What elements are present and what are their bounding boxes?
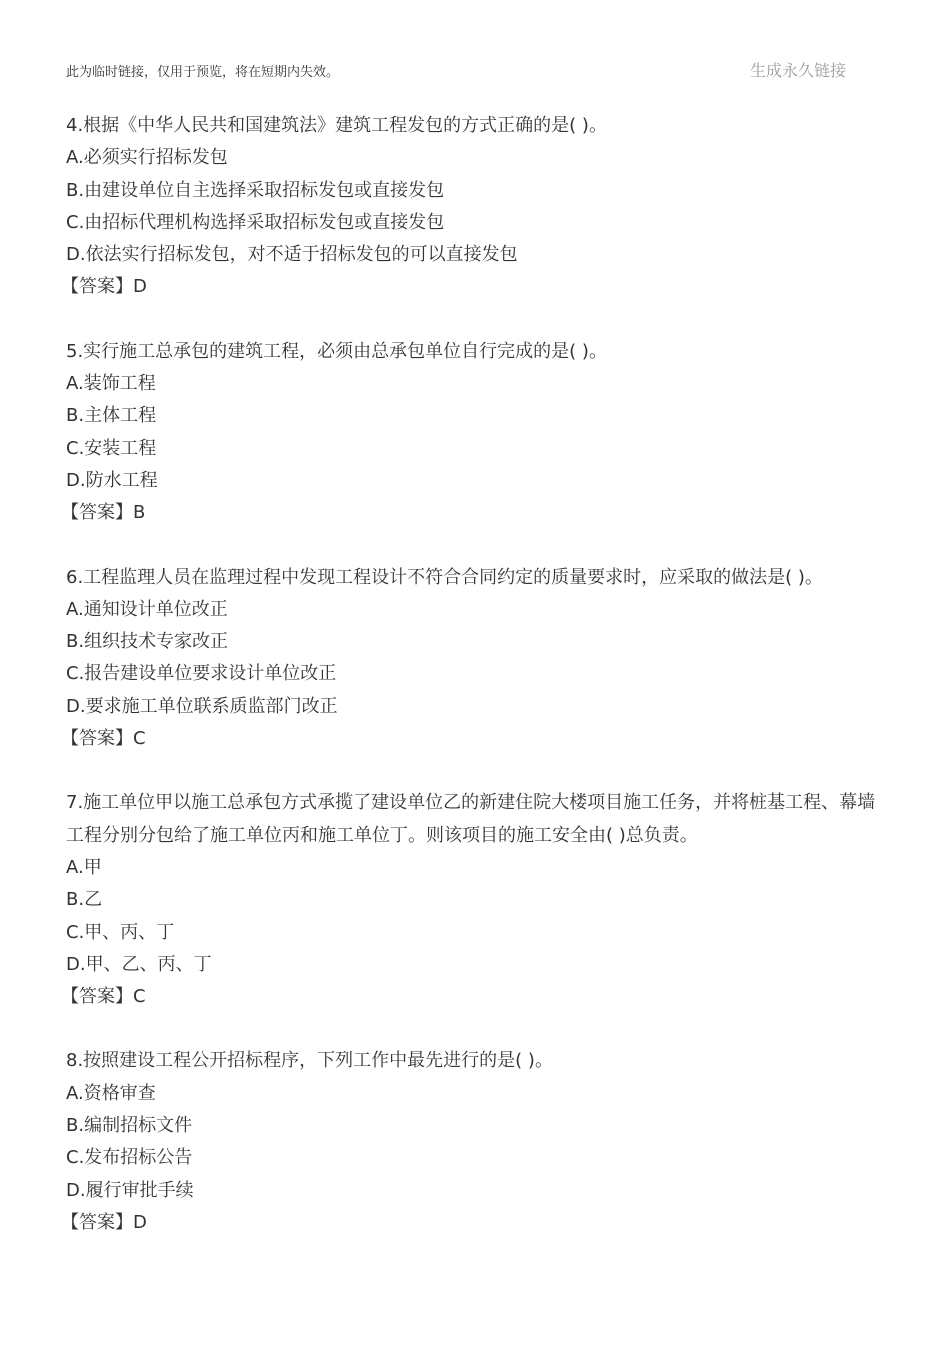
answer: 【答案】C [61,728,146,750]
answer: 【答案】D [61,1211,147,1233]
option-b: B.乙 [66,889,103,911]
option-d: D.要求施工单位联系质监部门改正 [66,695,338,717]
question-list [61,110,886,1271]
question-stem: 4.根据《中华人民共和国建筑法》建筑工程发包的方式正确的是( )。 [66,115,607,136]
question-7 [61,787,886,1013]
question-5 [61,336,886,530]
option-d: D.甲、乙、丙、丁 [66,953,212,975]
answer: 【答案】B [61,502,146,524]
option-c: C.报告建设单位要求设计单位改正 [66,663,337,685]
option-a: A.资格审查 [66,1082,156,1104]
option-b: B.组织技术专家改正 [66,631,229,653]
generate-permanent-link-button[interactable]: 生成永久链接 [749,61,846,80]
option-d: D.履行审批手续 [66,1179,194,1201]
option-c: C.由招标代理机构选择采取招标发包或直接发包 [66,211,445,233]
question-stem: 8.按照建设工程公开招标程序，下列工作中最先进行的是( )。 [66,1050,553,1072]
option-d: D.防水工程 [66,469,158,491]
option-a: A.甲 [66,856,102,878]
question-stem: 7.施工单位甲以施工总承包方式承揽了建设单位乙的新建住院大楼项目施工任务，并将桩基工程、幕墙工程分别分包给了施工单位丙和施工单位丁。则该项目的施工安全由( )总负责。 [66,792,876,846]
option-b: B.主体工程 [66,405,157,427]
option-b: B.编制招标文件 [66,1115,193,1137]
option-d: D.依法实行招标发包，对不适于招标发包的可以直接发包 [66,244,518,266]
question-stem: 6.工程监理人员在监理过程中发现工程设计不符合合同约定的质量要求时，应采取的做法是( )。 [66,566,823,588]
question-stem: 5.实行施工总承包的建筑工程，必须由总承包单位自行完成的是( )。 [66,340,607,362]
answer: 【答案】C [61,986,146,1008]
answer: 【答案】D [61,276,147,298]
question-4 [61,110,886,304]
question-6 [61,562,886,756]
option-c: C.甲、丙、丁 [66,921,175,943]
question-8 [61,1045,886,1239]
option-b: B.由建设单位自主选择采取招标发包或直接发包 [66,179,445,201]
option-a: A.必须实行招标发包 [66,147,228,169]
option-a: A.通知设计单位改正 [66,598,228,620]
top-bar [66,56,846,84]
option-c: C.发布招标公告 [66,1147,193,1169]
option-c: C.安装工程 [66,437,157,459]
option-a: A.装饰工程 [66,373,156,395]
temporary-link-notice: 此为临时链接，仅用于预览，将在短期内失效。 [66,65,340,80]
